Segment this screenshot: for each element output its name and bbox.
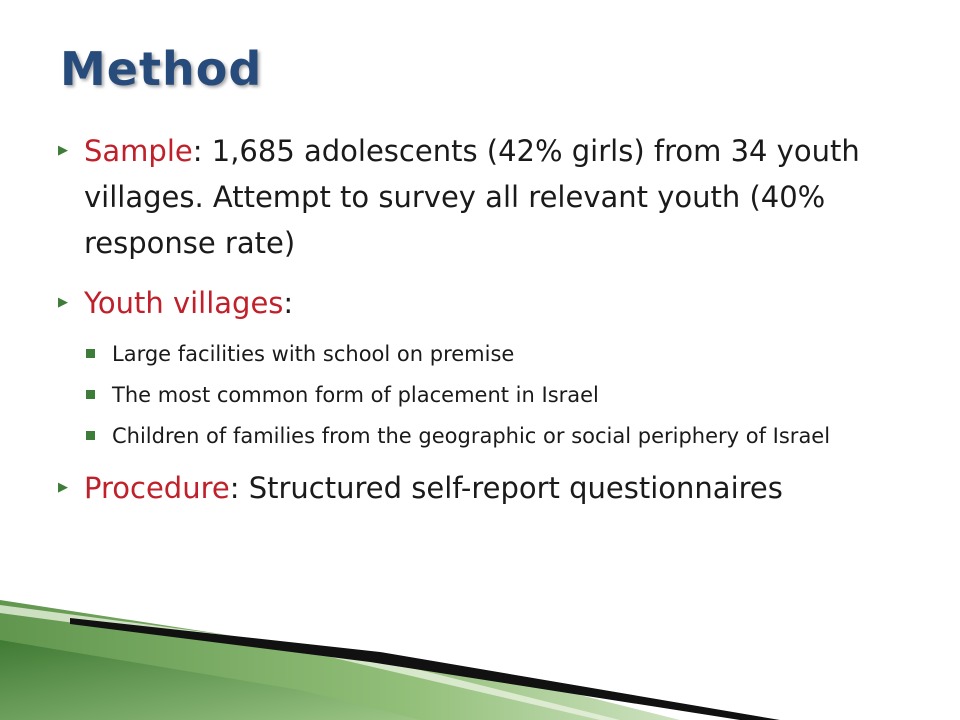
square-bullet-icon xyxy=(86,349,95,358)
square-bullet-icon xyxy=(86,390,95,399)
bullet-separator: : xyxy=(192,134,203,168)
square-bullet-icon xyxy=(86,431,95,440)
sub-bullet-text: The most common form of placement in Israel xyxy=(112,383,599,407)
sub-bullet xyxy=(58,416,918,457)
bullet-separator: : xyxy=(229,471,240,505)
bullet-label: Youth villages xyxy=(84,286,284,320)
triangle-bullet-icon: ▶ xyxy=(58,480,68,495)
bullet-text: Structured self-report questionnaires xyxy=(239,471,783,505)
sub-bullet xyxy=(58,334,918,375)
bullet-procedure xyxy=(58,465,918,511)
bullet-sample xyxy=(58,128,918,266)
bullet-separator: : xyxy=(283,286,294,320)
bullet-label: Sample xyxy=(84,134,193,168)
bullet-youth-villages xyxy=(58,280,918,326)
sub-bullet-text: Children of families from the geographic or social periphery of Israel xyxy=(112,424,831,448)
bullet-label: Procedure xyxy=(84,471,230,505)
triangle-bullet-icon: ▶ xyxy=(58,295,68,310)
slide-content xyxy=(58,128,918,525)
bullet-text: 1,685 adolescents (42% girls) from 34 youth villages. Attempt to survey all relevant youth (40% response rate) xyxy=(84,134,860,260)
sub-bullet xyxy=(58,375,918,416)
triangle-bullet-icon: ▶ xyxy=(58,143,68,158)
slide-title: Method xyxy=(60,42,263,96)
sub-bullet-list xyxy=(58,334,918,457)
sub-bullet-text: Large facilities with school on premise xyxy=(112,342,515,366)
